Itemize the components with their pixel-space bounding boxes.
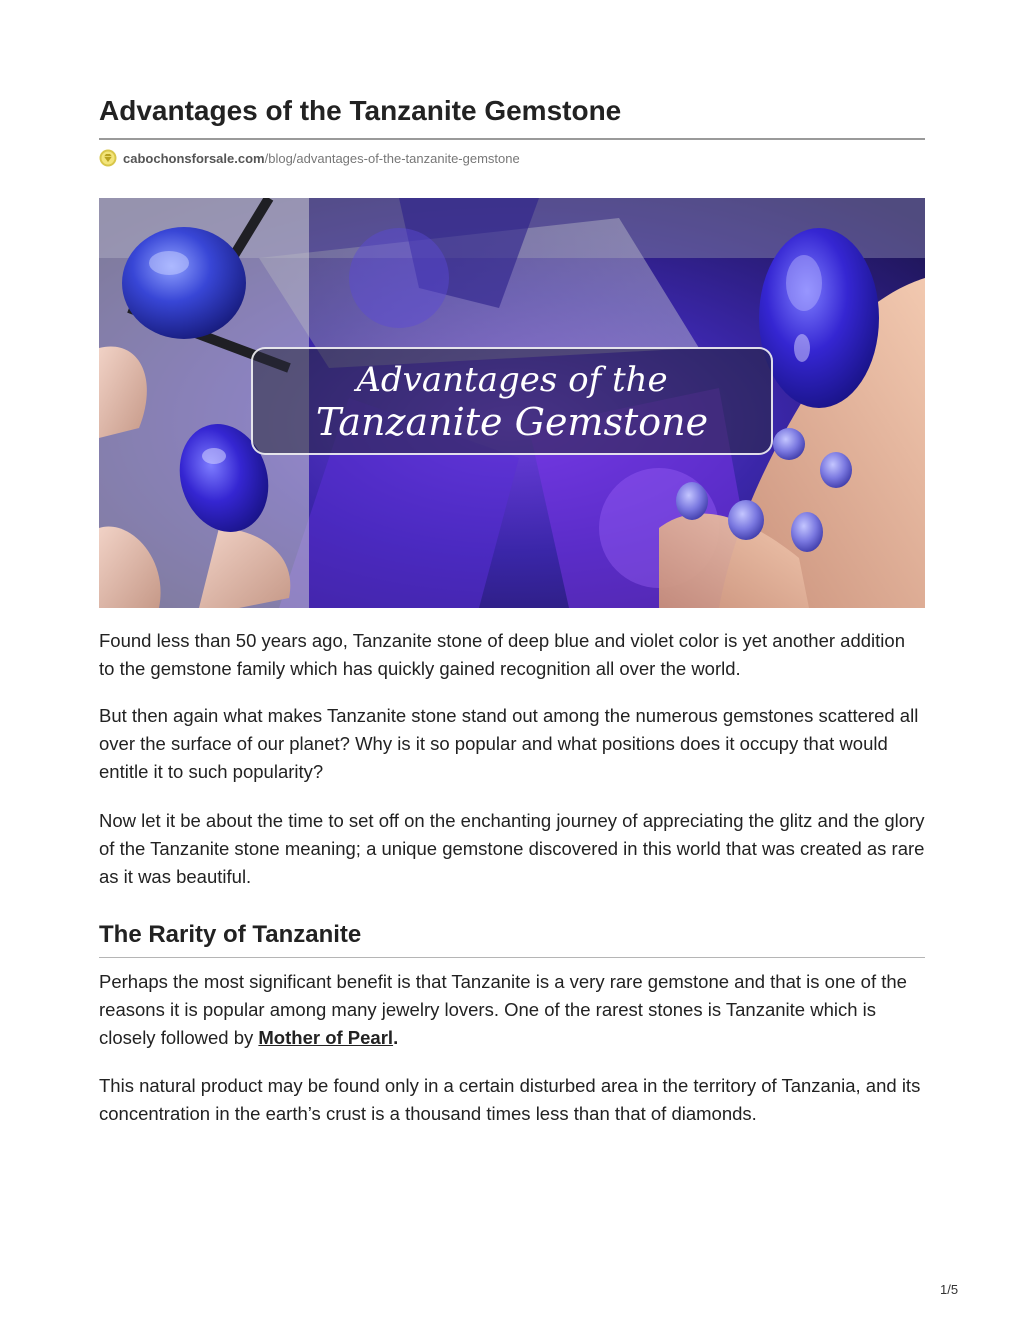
paragraph-journey: Now let it be about the time to set off on the enchanting journey of appreciating the glitz and the glory of the Tanzanite stone meaning; a unique gemstone discovered in this world that was created as rare as it was beautiful.: [99, 810, 925, 887]
page-title: Advantages of the Tanzanite Gemstone: [99, 95, 622, 126]
gem-logo-icon: [99, 149, 117, 167]
hero-caption-line2: Tanzanite Gemstone: [315, 400, 709, 444]
hero-caption: [251, 347, 773, 455]
source-path: /blog/advantages-of-the-tanzanite-gemstone: [264, 150, 520, 166]
source-domain-link[interactable]: cabochonsforsale.com: [123, 150, 265, 166]
paragraph-tanzania: This natural product may be found only in a certain disturbed area in the territory of Tanzania, and its concentration in the earth’s crust is a thousand times less than that of diamonds.: [99, 1075, 921, 1124]
section-heading: The Rarity of Tanzanite: [99, 921, 362, 948]
paragraph-question: But then again what makes Tanzanite stone stand out among the numerous gemstones scattered all over the surface of our planet? Why is it so popular and what positions does it occupy that would entitle it to such popularity?: [99, 705, 919, 782]
paragraph-rarity: [99, 968, 925, 1052]
title-divider: [99, 138, 925, 140]
hero-image: [99, 198, 925, 608]
paragraph-intro: Found less than 50 years ago, Tanzanite stone of deep blue and violet color is yet another addition to the gemstone family which has quickly gained recognition all over the world.: [99, 630, 905, 679]
section-divider: [99, 957, 925, 958]
source-line: [99, 148, 520, 168]
paragraph-rarity-end: .: [393, 1027, 399, 1048]
page-indicator: 1/5: [940, 1282, 959, 1297]
paragraph-rarity-text: Perhaps the most significant benefit is that Tanzanite is a very rare gemstone and that is one of the reasons it is popular among many jewelry lovers. One of the rarest stones is Tanzanite which is closely followed by: [99, 971, 907, 1048]
hero-caption-line1: Advantages of the: [356, 360, 668, 400]
mother-of-pearl-link[interactable]: Mother of Pearl: [258, 1027, 394, 1048]
